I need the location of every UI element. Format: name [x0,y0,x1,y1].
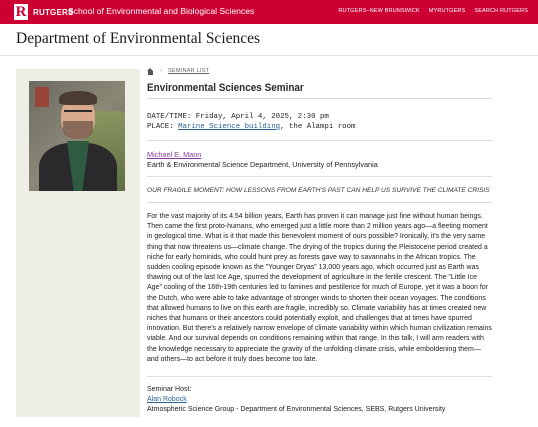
department-title[interactable]: Department of Environmental Sciences [16,30,261,47]
talk-title-divider [147,202,492,203]
host-affiliation: Atmospheric Science Group - Department of Environmental Sciences, SEBS, Rutgers University [147,406,446,413]
speaker-divider [147,176,492,177]
logo-r-mark: R [15,4,27,20]
school-link[interactable]: School of Environmental and Biological Sciences [68,6,255,16]
top-link-myrutgers[interactable]: MYRUTGERS [428,8,466,14]
host-label: Seminar Host: [147,386,192,393]
top-bar [0,0,538,24]
place-label: PLACE: [147,123,174,131]
talk-title: OUR FRAGILE MOMENT: HOW LESSONS FROM EARTH'S PAST CAN HELP US SURVIVE THE CLIMATE CRISIS [147,187,490,194]
rutgers-logo[interactable] [14,4,74,20]
abstract-divider [147,376,492,377]
datetime-label: DATE/TIME: [147,113,192,121]
speaker-affiliation: Earth & Environmental Science Department, University of Pennsylvania [147,160,378,169]
info-divider [147,140,492,141]
title-divider [147,98,492,99]
sidebar [16,69,140,417]
breadcrumb-seminar-list[interactable]: SEMINAR LIST [168,68,210,74]
datetime-value: Friday, April 4, 2025, 2:30 pm [195,113,329,121]
top-link-search-rutgers[interactable]: SEARCH RUTGERS [474,8,528,14]
header-divider [0,55,538,56]
place-link[interactable]: Marine Science building [178,123,281,131]
breadcrumb-separator: › [160,68,162,74]
place-rest: , the Alampi room [280,123,356,131]
speaker-photo [29,81,125,191]
breadcrumb [147,66,209,76]
logo-wordmark: RUTGERS [33,7,74,17]
datetime-line [147,113,329,121]
top-link-new-brunswick[interactable]: RUTGERS–NEW BRUNSWICK [338,8,420,14]
host-name-link[interactable]: Alan Robock [147,396,187,403]
top-links [338,8,528,14]
page-title: Environmental Sciences Seminar [147,82,304,94]
place-line [147,123,355,131]
home-icon[interactable] [147,68,154,75]
abstract-text: For the vast majority of its 4.54 billion years, Earth has proven it can manage just fine without human beings. Then came the first proto-humans, who emerged just a little more than 2 million years ago—a fleeting moment in geological time. What is it that made this benevolent moment of ours possible? Ironically, it's the very same thing that now threatens us—climate change. The drying of the tropics during the Pleistocene period created a niche for early hominids, who could hunt prey as forests gave way to savannahs in the African tropics. The sudden cooling episode known as the "Younger Dryas" 13,000 years ago, which occurred just as Earth was thawing out of the last Ice Age, spurred the development of agriculture in the fertile crescent. The "Little Ice Age" cooling of the 16th-19th centuries led to famines and pestilence for much of Europe, yet it was a boon for the Dutch, who were able to take advantage of stronger winds to shorten their ocean voyages. The conditions that allowed humans to live on this earth are fragile, incredibly so. Climate variability has at times created new niches that humans or their ancestors could potentially exploit, and challenges that at times have spurred innovation. But there's a relatively narrow envelope of climate variability within which human civilization remains viable. And our survival depends on conditions remaining within that range. In this talk, I will arm readers with the knowledge necessary to appreciate the gravity of the unfolding climate crisis, while emboldening them—and others—to act before it truly does become too late. [147,213,492,363]
speaker-name-link[interactable]: Michael E. Mann [147,150,202,159]
